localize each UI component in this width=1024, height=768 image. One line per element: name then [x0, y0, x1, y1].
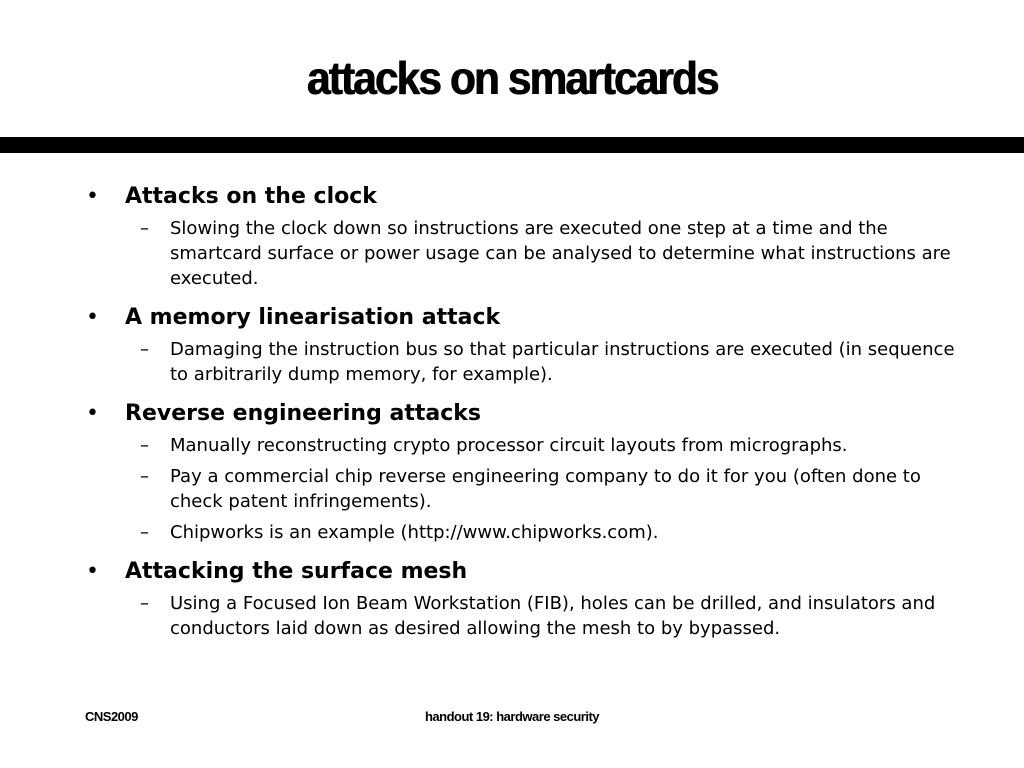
sub-item-text: Pay a commercial chip reverse engineering company to do it for you (often done to check patent infringements).: [170, 466, 921, 512]
bullet-heading-text: Reverse engineering attacks: [125, 401, 481, 426]
slide-title: attacks on smartcards: [306, 52, 718, 104]
bullet-marker: •: [86, 184, 99, 209]
bullet-marker: •: [86, 305, 99, 330]
sub-item: [78, 216, 958, 291]
bullet-marker: •: [86, 559, 99, 584]
sub-list: [78, 591, 958, 641]
title-divider: [0, 137, 1024, 153]
sub-dash: –: [140, 435, 149, 456]
sub-item-text: Manually reconstructing crypto processor circuit layouts from micrographs.: [170, 435, 848, 456]
footer-course-code: CNS2009: [85, 709, 138, 724]
bullet-marker: •: [86, 401, 99, 426]
bullet-item: [78, 397, 958, 545]
footer-handout-title: handout 19: hardware security: [424, 709, 600, 724]
sub-item: [78, 337, 958, 387]
bullet-list: [78, 180, 958, 651]
sub-item-text: Using a Focused Ion Beam Workstation (FIB), holes can be drilled, and insulators and conductors laid down as desired allowing the mesh to by bypassed.: [170, 593, 936, 639]
sub-item: [78, 464, 958, 514]
sub-list: [78, 337, 958, 387]
sub-dash: –: [140, 218, 149, 239]
sub-item: [78, 591, 958, 641]
sub-dash: –: [140, 593, 149, 614]
bullet-heading-text: Attacking the surface mesh: [125, 559, 468, 584]
bullet-heading: [78, 555, 958, 589]
sub-item-text: Slowing the clock down so instructions are executed one step at a time and the smartcard surface or power usage can be analysed to determine what instructions are executed.: [170, 218, 951, 289]
sub-list: [78, 433, 958, 545]
sub-dash: –: [140, 339, 149, 360]
bullet-item: [78, 555, 958, 641]
bullet-item: [78, 180, 958, 291]
sub-dash: –: [140, 466, 149, 487]
bullet-heading: [78, 180, 958, 214]
bullet-heading-text: A memory linearisation attack: [125, 305, 501, 330]
sub-item: [78, 520, 958, 545]
sub-list: [78, 216, 958, 291]
sub-item-text: Chipworks is an example (http://www.chipworks.com).: [170, 522, 659, 543]
bullet-heading: [78, 397, 958, 431]
sub-dash: –: [140, 522, 149, 543]
bullet-heading: [78, 301, 958, 335]
bullet-item: [78, 301, 958, 387]
sub-item-text: Damaging the instruction bus so that particular instructions are executed (in sequence to arbitrarily dump memory, for example).: [170, 339, 955, 385]
bullet-heading-text: Attacks on the clock: [125, 184, 377, 209]
sub-item: [78, 433, 958, 458]
